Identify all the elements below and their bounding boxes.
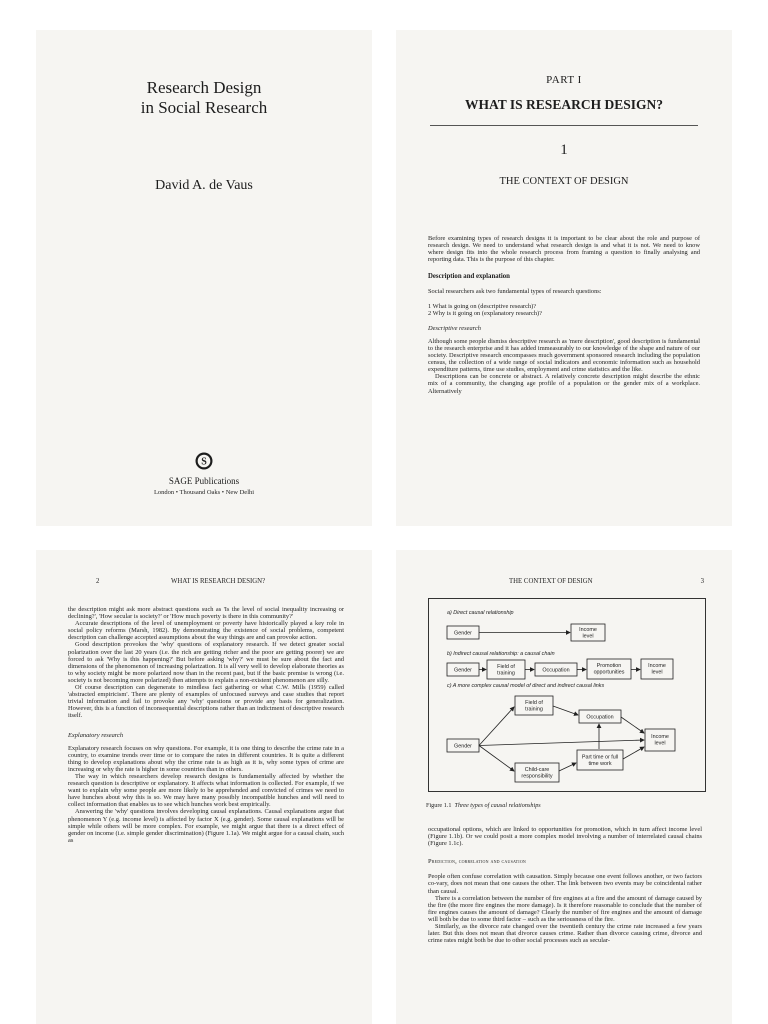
part-label: PART I <box>546 74 582 86</box>
book-author: David A. de Vaus <box>155 178 253 193</box>
node-label-income-c2: level <box>654 740 666 747</box>
page3-body <box>428 826 702 944</box>
node-label-income-a: Income <box>579 627 597 633</box>
node-label-field-b: Field of <box>497 664 515 670</box>
page-number: 2 <box>96 578 100 585</box>
causal-diagram <box>428 598 706 792</box>
body-paragraph: the description might ask more abstract questions such as 'Is the level of social inequality increasing or declining?', 'How secular is society?' or 'How much poverty is there in this community?' <box>68 606 344 621</box>
body-paragraph: Answering the 'why' questions involves developing causal explanations. Causal explanations argue that phenomenon Y (e.g. income level) is affected by factor X (e.g. gender). Some causal explanations will be simple while others will be more complex. For example, we might argue that there is a direct effect of gender on income (i.e. simple gender discrimination) (Figure 1.1a). We might argue for a causal chain, such as <box>68 808 344 844</box>
book-title-line1: Research Design <box>146 78 262 97</box>
node-label-income-b2: level <box>651 669 663 676</box>
chapter-number: 1 <box>560 142 568 158</box>
causal-diagram-svg <box>429 599 705 791</box>
node-label-gender-a: Gender <box>454 630 472 637</box>
lead-paragraph: Social researchers ask two fundamental types of research questions: <box>428 288 602 296</box>
chapter-title: THE CONTEXT OF DESIGN <box>499 176 629 187</box>
body-paragraph: Explanatory research focuses on why questions. For example, it is one thing to describe the crime rate in a country, to examine trends over time or to compare the rates in different countries. It is quite a different thing to develop explanations about why the crime rate is as high as it is, why some types of crime are increasing or why the rate is higher in some countries than in others. <box>68 744 344 773</box>
body-paragraph: Similarly, as the divorce rate changed over the twentieth century the crime rate increased a few years later. But this does not mean that divorce causes crime. Rather than divorce causing crime, divorce and crime rates might both be due to other social processes such as secular- <box>428 923 702 945</box>
book-page-3 <box>396 550 732 1024</box>
body-paragraph: Good description provokes the 'why' questions of explanatory research. If we detect greater social polarization over the last 20 years (i.e. the rich are getting richer and the poor are getting poorer) we are forced to ask 'Why is this happening?' But before asking 'why?' we must be sure about the fact and dimensions of the phenomenon of increasing polarization. It is all very well to develop elaborate theories as to why society might be more polarized now than in the recent past, but if the basic premise is wrong (i.e. society is not becoming more polarized) then attempts to explain a non-existent phenomenon are silly. <box>68 641 344 684</box>
chapter-body <box>428 235 700 395</box>
node-label-childcare-c2: responsibility <box>521 773 553 780</box>
arrow-c2 <box>479 740 644 746</box>
node-label-field-c2: training <box>525 706 543 713</box>
body-paragraph: People often confuse correlation with causation. Simply because one event follows another, or two factors co-vary, does not mean that one causes the other. The link between two events may be coincidental rather than causal. <box>428 873 702 895</box>
node-label-field-c: Field of <box>525 700 543 706</box>
body-paragraph: Although some people dismiss descriptive research as 'mere description', good description is fundamental to the research enterprise and it has added immeasurably to our knowledge of the shape and nature of our society. Descriptive research encompasses much government sponsored research including the population census, the collection of a wide range of social indicators and economic information such as household expenditure patterns, time use studies, employment and crime statistics and the like. <box>428 337 700 374</box>
chapter-opener-page <box>396 30 732 526</box>
diagram-label-a: a) Direct causal relationship <box>447 610 514 616</box>
arrow-c7 <box>623 747 644 759</box>
body-paragraph: Of course description can degenerate to mindless fact gathering or what C.W. Mills (1959) called 'abstracted empiricism'. There are plenty of examples of unfocused surveys and case studies that report trivial information and fail to provoke any 'why' questions or provide any basis for generalization. However, this is a function of inconsequential descriptions rather than an indictment of descriptive research itself. <box>68 684 344 720</box>
title-page <box>36 30 372 526</box>
node-label-gender-c: Gender <box>454 743 472 750</box>
book-title <box>36 78 372 118</box>
part-title: WHAT IS RESEARCH DESIGN? <box>465 97 663 112</box>
figure-caption-text: Three types of causal relationships <box>454 802 541 809</box>
section-heading: Prediction, correlation and causation <box>428 858 527 866</box>
publisher-name: SAGE Publications <box>168 476 240 486</box>
running-head: WHAT IS RESEARCH DESIGN? <box>171 578 266 585</box>
node-label-income-c: Income <box>651 734 669 740</box>
running-head: THE CONTEXT OF DESIGN <box>509 578 593 585</box>
node-label-promotion-b: Promotion <box>596 663 622 669</box>
arrow-c5 <box>621 717 644 733</box>
arrow-c1 <box>479 707 514 746</box>
diagram-label-c: c) A more complex causal model of direct and indirect causal links <box>447 683 605 689</box>
node-label-promotion-b2: opportunities <box>593 669 625 676</box>
section-heading: Description and explanation <box>428 273 510 281</box>
publisher-cities: London • Thousand Oaks • New Delhi <box>153 489 255 496</box>
body-paragraph: Accurate descriptions of the level of unemployment or poverty have historically played a key role in social policy reforms (Marsh, 1982). By demonstrating the existence of social problems, competent description can challenge accepted assumptions about the way things are and can provoke action. <box>68 620 344 642</box>
figure-caption-number: Figure 1.1 <box>426 802 452 809</box>
node-label-parttime-c: Part time or full <box>581 754 619 761</box>
list-item: 1 What is going on (descriptive research)? <box>428 302 537 310</box>
arrow-c6 <box>559 763 576 771</box>
node-label-occupation-b: Occupation <box>542 667 570 674</box>
node-label-field-b2: training <box>497 670 515 677</box>
question-list <box>428 303 700 317</box>
sage-logo-icon <box>195 452 213 470</box>
body-paragraph: Descriptions can be concrete or abstract. A relatively concrete description might describe the ethnic mix of a community, the changing age profile of a population or the gender mix of a workplace. Alternatively <box>428 373 700 395</box>
subsection-heading: Explanatory research <box>68 731 124 739</box>
node-label-income-b: Income <box>648 663 666 669</box>
subsection-heading: Descriptive research <box>428 324 481 332</box>
node-label-occupation-c: Occupation <box>586 714 614 721</box>
intro-paragraph: Before examining types of research designs it is important to be clear about the role and purpose of research design. We need to understand what research design is and what it is not. We need to know where design fits into the whole research process from framing a question to finally analysing and reporting data. This is the purpose of this chapter. <box>428 235 700 264</box>
body-paragraph: occupational options, which are linked to opportunities for promotion, which in turn affect income level (Figure 1.1b). Or we could posit a more complex model involving a number of interrelated causal chains (Figure 1.1c). <box>428 826 702 848</box>
book-title-line2: in Social Research <box>140 98 268 117</box>
node-label-parttime-c2: time work <box>588 761 612 767</box>
page2-body <box>68 606 344 844</box>
title-rule <box>430 125 698 126</box>
page-number: 3 <box>700 578 704 585</box>
arrow-c3 <box>479 746 514 772</box>
node-label-gender-b: Gender <box>454 667 472 674</box>
book-page-2 <box>36 550 372 1024</box>
arrow-c4 <box>553 706 578 715</box>
list-item: 2 Why is it going on (explanatory research)? <box>428 309 542 317</box>
diagram-label-b: b) Indirect causal relationship: a causal chain <box>447 651 555 657</box>
body-paragraph: There is a correlation between the number of fire engines at a fire and the amount of damage caused by the fire (the more fire engines the more damage). Is it therefore reasonable to conclude that the number of fire engines causes the amount of damage? Clearly the number of fire engines and the amount of damage will both be due to some third factor – such as the seriousness of the fire. <box>428 894 702 923</box>
node-label-income-a2: level <box>582 633 594 640</box>
figure-caption <box>426 802 541 809</box>
svg-text:S: S <box>201 456 207 468</box>
node-label-childcare-c: Child-care <box>524 767 550 773</box>
body-paragraph: The way in which researchers develop research designs is fundamentally affected by whether the research question is descriptive or explanatory. It affects what information is collected. For example, if we want to explain why some people are more likely to be apprehended and convicted of crimes we need to have hunches about why this is so. We may have many possibly incompatible hunches and will need to collect information that enables us to see which hunches work best empirically. <box>68 772 344 809</box>
